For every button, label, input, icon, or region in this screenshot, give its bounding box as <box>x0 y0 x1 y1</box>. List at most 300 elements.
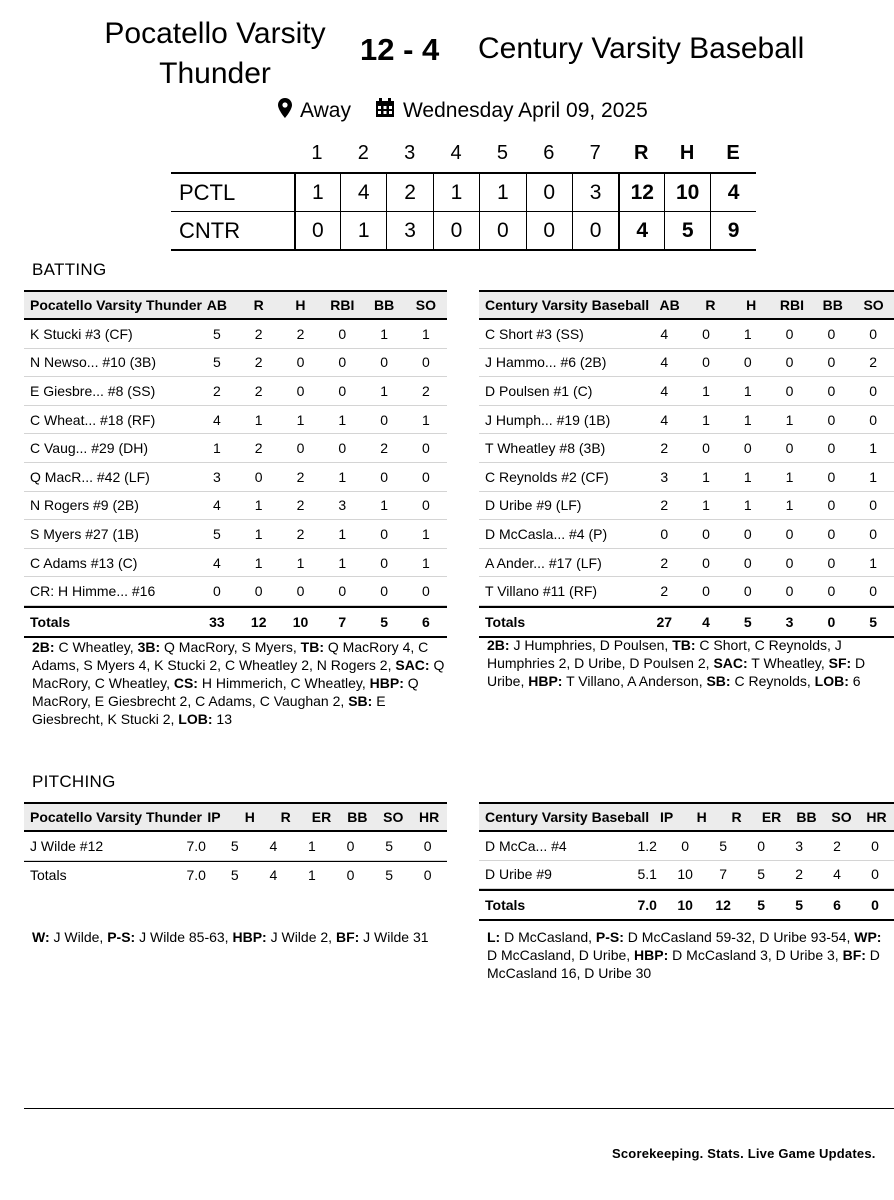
stat-value: 4 <box>213 411 221 428</box>
player-row <box>479 320 894 349</box>
stat-value: 0 <box>421 440 430 457</box>
stat-value: 2 <box>833 837 841 854</box>
linescore-row <box>171 211 756 249</box>
batting-notes-away <box>487 636 894 690</box>
player-name: CR: H Himme... #16 <box>30 583 156 600</box>
total-value: 10 <box>292 613 309 630</box>
stat-value: 2 <box>660 554 669 571</box>
player-row <box>479 549 894 578</box>
totals-label: Totals <box>485 896 526 913</box>
column-header: RBI <box>779 297 805 313</box>
player-row <box>24 434 447 463</box>
stat-value: 5 <box>719 837 728 854</box>
player-row <box>479 406 894 435</box>
stat-value: 1 <box>254 497 263 514</box>
stat-value: 1 <box>254 554 263 571</box>
note-text: 6 <box>848 673 861 689</box>
stat-value: 1 <box>869 554 878 571</box>
stat-value: 0 <box>380 554 388 571</box>
stat-value: 3 <box>660 468 669 485</box>
stat-value: 1 <box>296 554 305 571</box>
inning-header: 3 <box>404 141 416 164</box>
stat-value: 0 <box>827 468 836 485</box>
note-label: SB: <box>348 693 373 709</box>
note-label: HBP: <box>528 673 563 689</box>
stat-value: 2 <box>421 382 430 399</box>
total-value: 5 <box>757 896 766 913</box>
column-header: ER <box>761 809 782 825</box>
stat-value: 1 <box>421 554 430 571</box>
team-name-header: Century Varsity Baseball <box>485 297 650 313</box>
stat-value: 1 <box>702 382 710 399</box>
player-row <box>479 434 894 463</box>
note-text: C Reynolds, <box>730 673 815 689</box>
column-header: SO <box>415 297 436 313</box>
note-text: H Himmerich, C Wheatley, <box>197 675 370 691</box>
note-text: D McCasland, D Uribe, <box>487 947 635 963</box>
stat-value: 0 <box>785 440 794 457</box>
totals-row <box>479 606 894 638</box>
team-name-header: Pocatello Varsity Thunder <box>30 297 202 313</box>
total-value: 0 <box>827 613 836 630</box>
stat-value: 0 <box>827 525 836 542</box>
stat-value: 1 <box>785 411 794 428</box>
totals-row <box>24 861 447 890</box>
note-text: T Wheatley, <box>747 655 829 671</box>
total-value: 3 <box>785 613 794 630</box>
stat-value: 4 <box>213 497 221 514</box>
stat-value: 1 <box>338 468 347 485</box>
column-header: BB <box>347 809 368 825</box>
stat-value: 0 <box>827 325 836 342</box>
column-header: HR <box>418 809 440 825</box>
note-label: HBP: <box>369 675 404 691</box>
inning-score: 0 <box>433 212 479 249</box>
player-name: E Giesbre... #8 (SS) <box>30 382 156 399</box>
player-row <box>24 320 447 349</box>
stat-value: 0 <box>871 837 879 854</box>
totals-row <box>479 889 894 921</box>
stat-value: 2 <box>296 525 305 542</box>
stat-value: 4 <box>833 866 841 883</box>
stat-value: 1 <box>338 411 347 428</box>
player-name: J Humph... #19 (1B) <box>485 411 611 428</box>
note-label: TB: <box>300 639 324 655</box>
stat-value: 0 <box>296 583 305 600</box>
stat-value: 1 <box>308 837 316 854</box>
column-header: BB <box>373 297 395 313</box>
stat-value: 10 <box>677 866 693 883</box>
note-label: CS: <box>173 675 198 691</box>
player-row <box>479 492 894 521</box>
stat-value: 0 <box>869 525 878 542</box>
stat-value: 0 <box>421 354 430 371</box>
player-name: C Vaug... #29 (DH) <box>30 440 149 457</box>
stat-value: 1 <box>869 468 878 485</box>
team-hits: 10 <box>664 174 710 211</box>
player-row <box>24 406 447 435</box>
stat-value: 0 <box>296 382 305 399</box>
stat-value: 2 <box>380 440 388 457</box>
stat-value: 0 <box>785 354 794 371</box>
final-score: 12 - 4 <box>360 32 440 67</box>
stat-value: 5 <box>213 525 221 542</box>
stat-value: 0 <box>346 837 355 854</box>
stat-value: 5 <box>213 325 221 342</box>
total-value: 4 <box>702 613 710 630</box>
player-name: N Rogers #9 (2B) <box>30 497 139 514</box>
stat-value: 5 <box>213 354 221 371</box>
stat-value: 0 <box>869 382 878 399</box>
total-value: 0 <box>346 867 355 884</box>
stat-value: 4 <box>213 554 221 571</box>
stat-value: 2 <box>869 354 878 371</box>
stat-value: 0 <box>869 497 878 514</box>
stat-value: 0 <box>702 325 710 342</box>
stat-value: 2 <box>213 382 221 399</box>
table-header-row <box>24 802 447 832</box>
player-name: J Hammo... #6 (2B) <box>485 354 607 371</box>
note-label: SF: <box>828 655 852 671</box>
totals-label: Totals <box>30 867 67 884</box>
team-errors: 4 <box>710 174 756 211</box>
note-label: HBP: <box>634 947 669 963</box>
player-row <box>24 349 447 378</box>
batting-section-title: BATTING <box>32 260 107 279</box>
pitching-notes-home <box>32 928 444 946</box>
total-value: 5 <box>230 867 239 884</box>
team-name-header: Pocatello Varsity Thunder <box>30 809 202 825</box>
total-value: 10 <box>677 896 693 913</box>
stat-value: 2 <box>296 325 305 342</box>
stat-value: 0 <box>702 440 710 457</box>
batting-table-home <box>24 290 447 638</box>
column-header: H <box>696 809 707 825</box>
player-name: T Wheatley #8 (3B) <box>485 440 606 457</box>
total-value: 33 <box>209 613 225 630</box>
stat-value: 0 <box>338 440 347 457</box>
note-label: LOB: <box>178 711 213 727</box>
stat-value: 0 <box>338 325 347 342</box>
stat-value: 0 <box>785 583 794 600</box>
column-header: SO <box>383 809 404 825</box>
note-label: SAC: <box>713 655 748 671</box>
stat-value: 0 <box>743 440 752 457</box>
totals-label: Totals <box>30 613 71 630</box>
total-value: 0 <box>423 867 432 884</box>
note-text: Q MacRory, E Giesbrecht 2, C Adams, C Vaughan 2, <box>32 675 419 709</box>
note-label: HBP: <box>232 929 267 945</box>
player-row <box>24 492 447 521</box>
stat-value: 0 <box>827 497 836 514</box>
team-runs: 12 <box>618 174 664 211</box>
stat-value: 0 <box>869 325 878 342</box>
stat-value: 0 <box>380 354 388 371</box>
player-row <box>24 577 447 606</box>
inning-header: 6 <box>543 141 555 164</box>
stat-value: 2 <box>254 325 263 342</box>
hits-header: H <box>679 141 695 164</box>
column-header: IP <box>660 809 674 825</box>
player-name: C Reynolds #2 (CF) <box>485 468 609 485</box>
stat-value: 0 <box>338 354 347 371</box>
column-header: SO <box>863 297 884 313</box>
calendar-icon <box>375 98 403 124</box>
batting-notes-home <box>32 638 450 728</box>
stat-value: 4 <box>269 837 278 854</box>
stat-value: 0 <box>743 554 752 571</box>
stat-value: 1.2 <box>637 837 657 854</box>
player-name: N Newso... #10 (3B) <box>30 354 157 371</box>
inning-score: 0 <box>572 212 618 249</box>
stat-value: 7.0 <box>186 837 206 854</box>
stat-value: 0 <box>660 525 669 542</box>
total-value: 5 <box>380 613 388 630</box>
stat-value: 0 <box>296 354 305 371</box>
note-label: TB: <box>672 637 696 653</box>
total-value: 5 <box>869 613 878 630</box>
column-header: HR <box>866 809 887 825</box>
column-header: R <box>253 297 264 313</box>
table-header-row <box>479 802 894 832</box>
stat-value: 2 <box>660 497 669 514</box>
column-header: AB <box>206 297 228 313</box>
stat-value: 0 <box>296 440 305 457</box>
pitching-notes-away <box>487 928 894 982</box>
total-value: 0 <box>871 896 879 913</box>
note-label: 2B: <box>487 637 510 653</box>
table-header-row <box>24 290 447 320</box>
column-header: R <box>705 297 716 313</box>
stat-value: 0 <box>380 583 388 600</box>
note-label: WP: <box>854 929 882 945</box>
stat-value: 1 <box>702 468 710 485</box>
stat-value: 1 <box>785 468 794 485</box>
note-text: J Wilde 2, <box>266 929 336 945</box>
column-header: IP <box>207 809 221 825</box>
stat-value: 0 <box>254 468 263 485</box>
stat-value: 2 <box>296 497 305 514</box>
stat-value: 0 <box>421 583 430 600</box>
stat-value: 4 <box>660 382 669 399</box>
note-text: D McCasland 59-32, D Uribe 93-54, <box>623 929 855 945</box>
stat-value: 2 <box>254 354 263 371</box>
note-text: Q MacRory 4, C Adams, S Myers 4, K Stucki 2, C Wheatley 2, N Rogers 2, <box>32 639 429 673</box>
column-header: H <box>295 297 306 313</box>
home-team-name: Pocatello Varsity Thunder <box>104 17 326 90</box>
stat-value: 1 <box>743 411 752 428</box>
stat-value: 0 <box>213 583 221 600</box>
stat-value: 0 <box>743 525 752 542</box>
game-meta <box>278 98 648 124</box>
note-label: LOB: <box>814 673 849 689</box>
stat-value: 0 <box>827 382 836 399</box>
location-label: Away <box>300 99 351 122</box>
stat-value: 0 <box>827 440 836 457</box>
stat-value: 0 <box>785 525 794 542</box>
stat-value: 0 <box>702 554 710 571</box>
player-name: A Ander... #17 (LF) <box>485 554 602 571</box>
player-row <box>479 520 894 549</box>
player-name: S Myers #27 (1B) <box>30 525 139 542</box>
stat-value: 4 <box>660 325 669 342</box>
stat-value: 1 <box>702 497 710 514</box>
note-label: W: <box>32 929 50 945</box>
note-label: L: <box>487 929 501 945</box>
runs-header: R <box>634 141 649 164</box>
stat-value: 0 <box>702 354 710 371</box>
column-header: RBI <box>330 297 355 313</box>
note-text: E Giesbrecht, K Stucki 2, <box>32 693 386 727</box>
total-value: 4 <box>269 867 278 884</box>
stat-value: 1 <box>254 411 263 428</box>
inning-score: 0 <box>479 212 525 249</box>
footer-divider <box>24 1108 894 1109</box>
note-text: Q MacRory, S Myers, <box>160 639 301 655</box>
stat-value: 1 <box>213 440 221 457</box>
stat-value: 5 <box>385 837 393 854</box>
stat-value: 1 <box>380 382 388 399</box>
team-abbr: PCTL <box>179 179 236 205</box>
inning-score: 4 <box>340 174 386 211</box>
note-text: D McCasland 3, D Uribe 3, <box>668 947 843 963</box>
stat-value: 5 <box>757 866 766 883</box>
total-value: 6 <box>833 896 841 913</box>
player-name: D Poulsen #1 (C) <box>485 382 593 399</box>
total-value: 5 <box>795 896 803 913</box>
table-header-row <box>479 290 894 320</box>
stat-value: 1 <box>743 325 752 342</box>
stat-value: 1 <box>702 411 710 428</box>
inning-header: 1 <box>311 141 323 164</box>
player-row <box>24 377 447 406</box>
stat-value: 1 <box>338 525 347 542</box>
stat-value: 1 <box>743 497 752 514</box>
player-name: D Uribe #9 <box>485 866 552 883</box>
stat-value: 2 <box>254 382 263 399</box>
player-name: D Uribe #9 (LF) <box>485 497 582 514</box>
stat-value: 0 <box>338 583 347 600</box>
stat-value: 4 <box>660 354 669 371</box>
stat-value: 1 <box>421 325 430 342</box>
note-text: J Humphries, D Poulsen, <box>509 637 673 653</box>
stat-value: 1 <box>743 468 752 485</box>
player-row <box>479 377 894 406</box>
note-text: D Uribe, <box>487 655 866 689</box>
total-value: 12 <box>715 896 731 913</box>
stat-value: 0 <box>869 411 878 428</box>
inning-score: 1 <box>340 212 386 249</box>
note-label: P-S: <box>107 929 136 945</box>
stat-value: 4 <box>660 411 669 428</box>
stat-value: 3 <box>795 837 803 854</box>
stat-value: 0 <box>827 554 836 571</box>
linescore-row <box>171 174 756 211</box>
column-header: R <box>280 809 291 825</box>
team-errors: 9 <box>710 212 756 249</box>
stat-value: 2 <box>660 583 669 600</box>
team-runs: 4 <box>618 212 664 249</box>
stat-value: 0 <box>423 837 432 854</box>
note-label: 2B: <box>32 639 55 655</box>
stat-value: 0 <box>827 411 836 428</box>
player-name: C Wheat... #18 (RF) <box>30 411 156 428</box>
player-row <box>479 463 894 492</box>
inning-header: 5 <box>496 141 508 164</box>
stat-value: 0 <box>254 583 263 600</box>
stat-value: 0 <box>743 354 752 371</box>
stat-value: 1 <box>785 497 794 514</box>
total-value: 5 <box>385 867 393 884</box>
stat-value: 1 <box>743 382 752 399</box>
stat-value: 2 <box>795 866 803 883</box>
inning-score: 0 <box>526 174 572 211</box>
stat-value: 0 <box>871 866 879 883</box>
stat-value: 5.1 <box>637 866 657 883</box>
total-value: 5 <box>743 613 752 630</box>
game-date: Wednesday April 09, 2025 <box>402 99 648 122</box>
note-label: SB: <box>706 673 731 689</box>
stat-value: 0 <box>702 583 710 600</box>
pitching-table-home <box>24 802 447 889</box>
stat-value: 0 <box>421 468 430 485</box>
stat-value: 2 <box>296 468 305 485</box>
player-name: D McCasla... #4 (P) <box>485 525 608 542</box>
batting-table-away <box>479 290 894 638</box>
note-text: D McCasland, <box>500 929 596 945</box>
inning-score: 1 <box>294 174 340 211</box>
footer-tagline: Scorekeeping. Stats. Live Game Updates. <box>612 1146 876 1161</box>
player-row <box>24 549 447 578</box>
column-header: SO <box>831 809 852 825</box>
stat-value: 0 <box>757 837 766 854</box>
column-header: BB <box>822 297 843 313</box>
player-row <box>24 463 447 492</box>
errors-header: E <box>726 141 740 164</box>
inning-header: 4 <box>450 141 462 164</box>
note-text: J Wilde 85-63, <box>135 929 233 945</box>
stat-value: 1 <box>421 525 430 542</box>
note-text: T Villano, A Anderson, <box>562 673 707 689</box>
column-header: BB <box>796 809 817 825</box>
inning-score: 2 <box>386 174 432 211</box>
pitching-section-title: PITCHING <box>32 772 116 791</box>
stat-value: 1 <box>380 497 388 514</box>
stat-value: 0 <box>380 468 388 485</box>
column-header: H <box>244 809 255 825</box>
stat-value: 0 <box>421 497 430 514</box>
stat-value: 7 <box>719 866 728 883</box>
stat-value: 5 <box>230 837 239 854</box>
note-label: 3B: <box>137 639 161 655</box>
player-row <box>479 832 894 861</box>
player-row <box>479 577 894 606</box>
location-pin-icon <box>278 98 300 124</box>
stat-value: 0 <box>681 837 690 854</box>
stat-value: 0 <box>827 583 836 600</box>
inning-score: 1 <box>479 174 525 211</box>
note-text: D McCasland 16, D Uribe 30 <box>487 947 880 981</box>
inning-score: 1 <box>433 174 479 211</box>
stat-value: 0 <box>743 583 752 600</box>
note-text: 13 <box>212 711 232 727</box>
totals-label: Totals <box>485 613 526 630</box>
note-label: P-S: <box>595 929 624 945</box>
totals-row <box>24 606 447 638</box>
inning-score: 3 <box>572 174 618 211</box>
linescore-table <box>171 134 756 251</box>
note-label: BF: <box>842 947 866 963</box>
